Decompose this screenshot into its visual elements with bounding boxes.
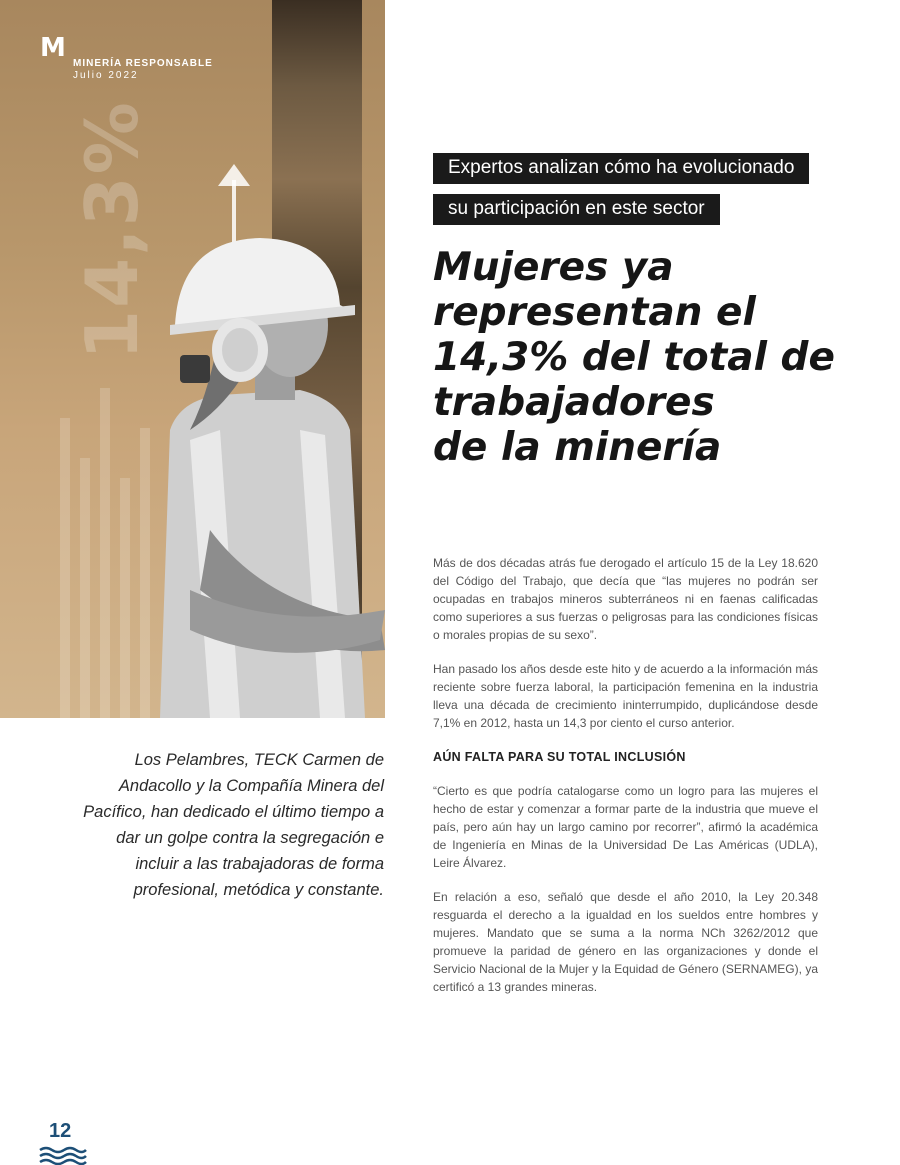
section-subheading: AÚN FALTA PARA SU TOTAL INCLUSIÓN bbox=[433, 750, 686, 764]
body-paragraph: Han pasado los años desde este hito y de acuerdo a la información más reciente sobre fuerza laboral, la participación femenina en la industria lleva una década de crecimiento ininterrumpido, duplicándose desde 7,1% en 2012, hasta un 14,3 por ciento el curso anterior. bbox=[433, 662, 818, 730]
worker-illustration bbox=[150, 230, 385, 718]
body-paragraph: “Cierto es que podría catalogarse como un logro para las mujeres el hecho de estar y comenzar a formar parte de la industria que mueve el país, pero aún hay un largo camino por recorrer”, afirmó la académica de Ingeniería en Minas de la Universidad De Las Américas (UDLA), Leire Álvarez. bbox=[433, 784, 818, 870]
photo-caption: Los Pelambres, TECK Carmen de Andacollo y la Compañía Minera del Pacífico, han dedicado el último tiempo a dar un golpe contra la segregación e incluir a las trabajadoras de forma profesional, metódica y constante. bbox=[83, 751, 384, 899]
article-body bbox=[433, 554, 818, 1012]
headline-line: 14,3% del total de bbox=[433, 335, 835, 380]
hero-photo bbox=[0, 0, 385, 718]
headline-line: de la minería bbox=[433, 425, 722, 470]
issue-date: Julio 2022 bbox=[73, 70, 139, 81]
kicker-line-1: Expertos analizan cómo ha evolucionado bbox=[433, 153, 809, 184]
kicker-line-2: su participación en este sector bbox=[433, 194, 720, 225]
body-paragraph: Más de dos décadas atrás fue derogado el artículo 15 de la Ley 18.620 del Código del Trabajo, que decía que “las mujeres no podrán ser ocupadas en trabajos mineros subterráneos ni en faenas calificadas como superiores a sus fuerzas o peligrosas para las condiciones físicas o morales propias de su sexo”. bbox=[433, 556, 818, 642]
body-paragraph: En relación a eso, señaló que desde el año 2010, la Ley 20.348 resguarda el derecho a la igualdad en los sueldos entre hombres y mujeres. Mandato que se suma a la norma NCh 3262/2012 que promueve la paridad de género en las organizaciones y donde el Servicio Nacional de la Mujer y la Equidad de Género (SERNAMEG), ya certificó a 13 grandes mineras. bbox=[433, 890, 818, 994]
background-percentage: 14,3% bbox=[70, 100, 154, 360]
page-number: 12 bbox=[49, 1120, 72, 1142]
publication-name: MINERÍA RESPONSABLE bbox=[73, 58, 213, 69]
headline-line: Mujeres ya bbox=[433, 245, 674, 290]
headline-line: trabajadores bbox=[433, 380, 715, 425]
mountain-logo-icon: M bbox=[40, 33, 66, 63]
headline-line: representan el bbox=[433, 290, 756, 335]
article-headline bbox=[433, 245, 873, 470]
waves-icon bbox=[38, 1145, 88, 1165]
